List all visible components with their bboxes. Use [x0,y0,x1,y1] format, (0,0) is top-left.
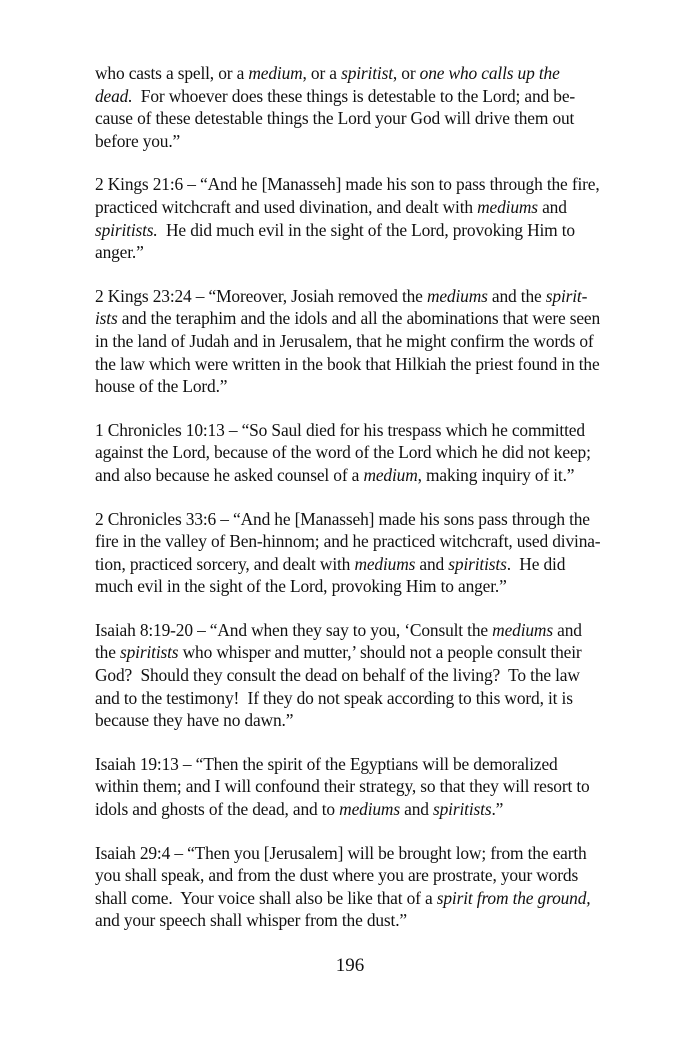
text-run: cause of these detestable things the Lord your God will drive them out [95,108,575,129]
text-run: , or a [302,63,342,83]
text-line [95,62,643,85]
text-line [95,753,643,776]
text-line [95,909,643,932]
italic-text: spirit from the ground, [436,887,591,908]
text-run: house of the Lord.” [95,376,228,397]
text-run: and [552,619,582,640]
text-line [95,464,643,487]
text-run: the law which were written in the book that Hilkiah the priest found in the [95,353,600,374]
text-run: much evil in the sight of the Lord, provoking Him to anger.” [95,576,507,597]
text-run: 1 Chronicles 10:13 – “So Saul died for his trespass which he committed [95,419,585,440]
text-line [95,330,643,353]
text-line [95,664,643,687]
text-run: because they have no dawn.” [95,710,294,731]
text-line [95,864,643,887]
text-line [95,130,643,153]
text-run: Isaiah 8:19-20 – “And when they say to you, ‘Consult the [95,619,493,640]
scripture-paragraph [95,285,643,398]
scripture-paragraph [95,62,643,152]
text-run: before you.” [95,130,181,151]
text-run: in the land of Judah and in Jerusalem, that he might confirm the words of [95,330,594,351]
text-run: and the [487,285,546,306]
text-run: fire in the valley of Ben-hinnom; and he practiced witchcraft, used divina- [95,531,601,552]
text-run: and [537,196,567,217]
scripture-paragraph [95,842,643,932]
text-run: anger.” [95,242,144,263]
text-run: tion, practiced sorcery, and dealt with [95,553,355,574]
italic-text: mediums [492,619,553,640]
italic-text: mediums [354,553,416,574]
italic-text: dead. [95,85,133,106]
text-run: idols and ghosts of the dead, and to [95,799,340,820]
text-run: who casts a spell, or a [95,63,249,83]
text-run: , or [392,63,420,83]
text-run: 2 Kings 21:6 – “And he [Manasseh] made his son to pass through the fire, [95,174,600,195]
text-run: , making inquiry of it.” [417,464,575,485]
text-run: within them; and I will confound their strategy, so that they will resort to [95,776,590,797]
text-line [95,508,643,531]
text-run: 2 Chronicles 33:6 – “And he [Manasseh] made his sons pass through the [95,508,590,529]
text-line [95,173,643,196]
text-line [95,219,643,242]
text-line [95,107,643,130]
scripture-paragraph [95,508,643,598]
text-run: 2 Kings 23:24 – “Moreover, Josiah removed the [95,285,427,306]
scripture-paragraph [95,619,643,732]
text-run: practiced witchcraft and used divination, and dealt with [95,196,478,217]
page-number: 196 [335,955,365,976]
text-line [95,575,643,598]
italic-text: medium [363,464,418,485]
italic-text: spiritist [341,63,393,83]
text-line [95,709,643,732]
text-run: Isaiah 29:4 – “Then you [Jerusalem] will be brought low; from the earth [95,842,587,863]
text-run: He did much evil in the sight of the Lord, provoking Him to [157,219,575,240]
text-run: .” [491,799,504,820]
text-line [95,375,643,398]
text-line [95,285,643,308]
text-line [95,619,643,642]
italic-text: mediums [477,196,538,217]
italic-text: spiritists. [95,219,158,240]
text-line [95,307,643,330]
text-run: and also because he asked counsel of a [95,464,364,485]
page-body [95,62,643,953]
text-line [95,419,643,442]
italic-text: one who calls up the [419,63,560,83]
text-line [95,353,643,376]
italic-text: spiritists [120,642,179,663]
text-line [95,241,643,264]
text-run: and [415,553,449,574]
scripture-paragraph [95,173,643,263]
italic-text: ists [95,308,118,329]
text-line [95,85,643,108]
text-run: the [95,642,120,663]
text-line [95,687,643,710]
italic-text: spirit- [545,285,588,306]
text-line [95,553,643,576]
text-run: against the Lord, because of the word of the Lord which he did not keep; [95,442,591,463]
text-line [95,775,643,798]
italic-text: medium [248,63,303,83]
text-line [95,887,643,910]
text-line [95,641,643,664]
text-line [95,842,643,865]
text-run: God? Should they consult the dead on behalf of the living? To the law [95,665,580,686]
text-run: Isaiah 19:13 – “Then the spirit of the Egyptians will be demoralized [95,753,558,774]
text-run: and the teraphim and the idols and all the abominations that were seen [117,308,601,329]
italic-text: mediums [339,799,400,820]
text-line [95,441,643,464]
text-run: shall come. Your voice shall also be like that of a [95,887,437,908]
text-run: For whoever does these things is detestable to the Lord; and be- [132,85,576,106]
text-line [95,196,643,219]
text-run: who whisper and mutter,’ should not a people consult their [178,642,582,663]
scripture-paragraph [95,419,643,487]
italic-text: spiritists [433,799,492,820]
text-line [95,530,643,553]
text-run: and [399,799,434,820]
text-run: and your speech shall whisper from the dust.” [95,910,407,931]
scripture-paragraph [95,753,643,821]
italic-text: mediums [426,285,488,306]
text-run: . He did [506,553,566,574]
text-run: and to the testimony! If they do not speak according to this word, it is [95,687,573,708]
text-run: you shall speak, and from the dust where you are prostrate, your words [95,865,579,886]
text-line [95,798,643,821]
italic-text: spiritists [448,553,507,574]
